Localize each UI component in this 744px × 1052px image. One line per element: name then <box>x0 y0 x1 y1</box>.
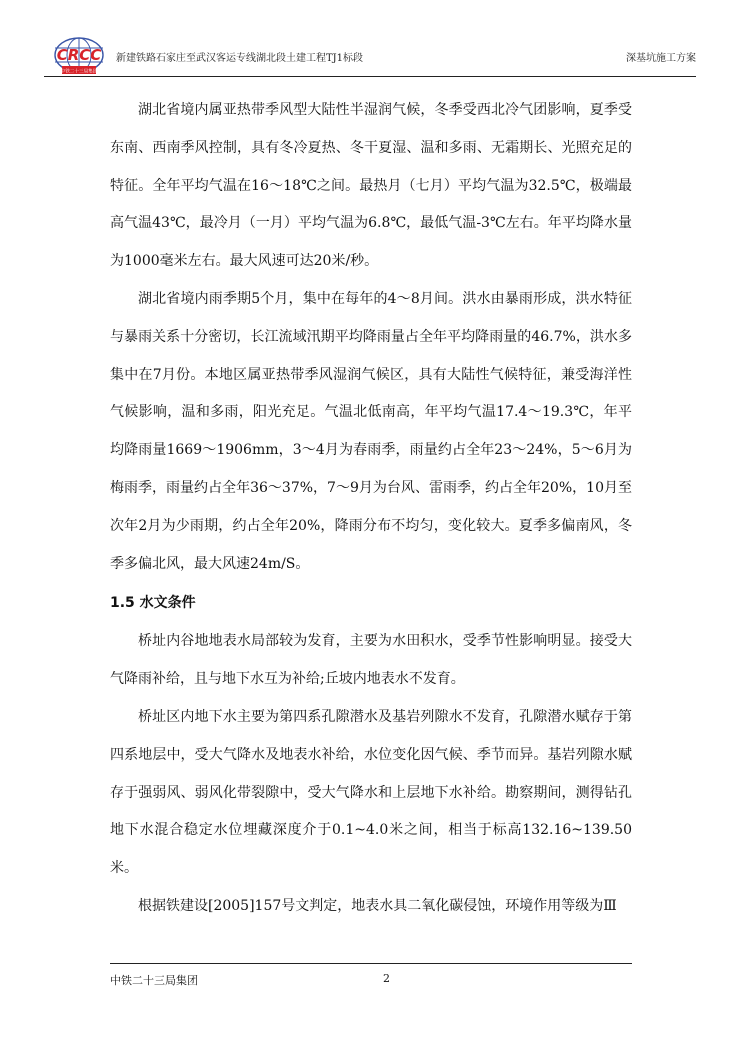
paragraph-climate-2: 湖北省境内雨季期5个月，集中在每年的4～8月间。洪水由暴雨形成，洪水特征与暴雨关系十分密切，长江流域汛期平均降雨量占全年平均降雨量的46.7%，洪水多集中在7月份。本地区属亚热带季风湿润气候区，具有大陆性气候特征，兼受海洋性气候影响，温和多雨，阳光充足。气温北低南高，年平均气温17.4～19.3℃，年平均降雨量1669～1906mm，3～4月为春雨季，雨量约占全年23～24%，5～6月为梅雨季，雨量约占全年36～37%，7～9月为台风、雷雨季，约占全年20%，10月至次年2月为少雨期，约占全年20%，降雨分布不均匀，变化较大。夏季多偏南风，冬季多偏北风，最大风速24m/S。 <box>110 290 632 572</box>
logo-subtext: 中铁二十三局集团 <box>60 69 98 75</box>
section-heading-hydrology: 1.5 水文条件 <box>110 595 196 612</box>
paragraph-hydro-3: 根据铁建设[2005]157号文判定，地表水具二氧化碳侵蚀，环境作用等级为Ⅲ <box>138 897 617 914</box>
footer-company: 中铁二十三局集团 <box>110 974 198 987</box>
page-header <box>44 36 696 76</box>
paragraph-hydro-1: 桥址内谷地地表水局部较为发育，主要为水田积水，受季节性影响明显。接受大气降雨补给，且与地下水互为补给;丘坡内地表水不发育。 <box>110 633 632 688</box>
header-divider <box>44 76 696 77</box>
paragraph-hydro-2: 桥址区内地下水主要为第四系孔隙潜水及基岩列隙水不发育，孔隙潜水赋存于第四系地层中，受大气降水及地表水补给，水位变化因气候、季节而异。基岩列隙水赋存于强弱风、弱风化带裂隙中，受大气降水和上层地下水补给。勘察期间，测得钻孔地下水混合稳定水位埋藏深度介于0.1~4.0米之间，相当于标高132.16~139.50米。 <box>110 708 632 877</box>
page-number: 2 <box>383 972 390 985</box>
document-body <box>110 92 632 926</box>
header-project-title: 新建铁路石家庄至武汉客运专线湖北段土建工程TJ1标段 <box>116 53 364 64</box>
paragraph-climate-1: 湖北省境内属亚热带季风型大陆性半湿润气候，冬季受西北冷气团影响，夏季受东南、西南季风控制，具有冬冷夏热、冬干夏湿、温和多雨、无霜期长、光照充足的特征。全年平均气温在16～18℃之间。最热月（七月）平均气温为32.5℃，极端最高气温43℃，最冷月（一月）平均气温为6.8℃，最低气温-3℃左右。年平均降水量为1000毫米左右。最大风速可达20米/秒。 <box>110 102 632 270</box>
logo-text: CRCC <box>56 46 102 64</box>
crcc-logo <box>44 36 114 76</box>
header-doc-type: 深基坑施工方案 <box>626 53 696 64</box>
footer-divider <box>110 963 632 964</box>
